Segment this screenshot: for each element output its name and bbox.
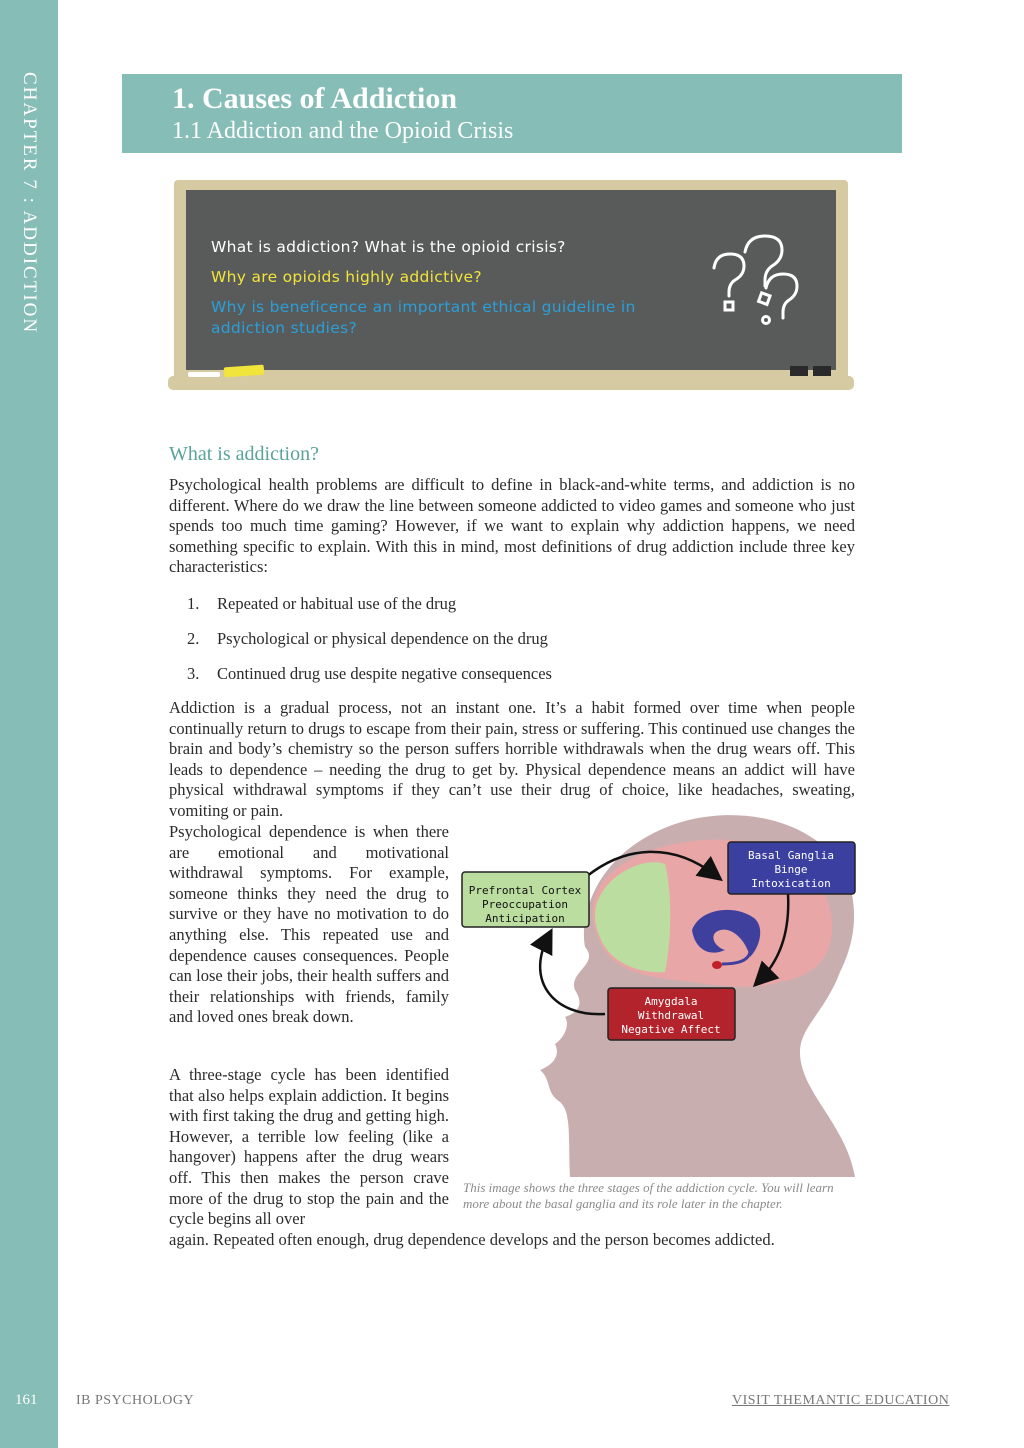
prefrontal-process: Anticipation	[485, 912, 565, 925]
paragraph-cycle-conclusion: again. Repeated often enough, drug dependence develops and the person becomes addicted.	[169, 1230, 775, 1249]
addiction-cycle-figure	[460, 812, 860, 1177]
page-title: 1. Causes of Addiction	[172, 82, 458, 115]
chalkboard-question-1: What is addiction? What is the opioid crisis?	[211, 238, 566, 256]
list-item	[187, 629, 548, 649]
chalkboard-illustration	[168, 180, 854, 392]
section-header	[122, 74, 902, 153]
paragraph-definition: Psychological health problems are difficult to define in black-and-white terms, and addiction is no different. Where do we draw the line between someone addicted to video games and someone who just spends too much time gaming? However, if we want to explain why addiction happens, we need something specific to explain. With this in mind, most definitions of drug addiction include three key characteristics:	[169, 475, 855, 577]
prefrontal-stage: Preoccupation	[481, 898, 569, 911]
white-chalk	[188, 372, 220, 377]
list-number: 2.	[187, 629, 200, 648]
chalk-ledge	[168, 376, 854, 390]
list-item	[187, 664, 552, 684]
list-number: 1.	[187, 594, 200, 613]
amygdala-region	[712, 961, 722, 969]
paragraph-gradual-process: Addiction is a gradual process, not an instant one. It’s a habit formed over time when people continually return to drugs to escape from their pain, stress or suffering. This continued use changes the brain and body’s chemistry so the person suffers horrible withdrawals when the drug wears off. This leads to dependence – needing the drug to get by. Physical dependence means an addict will have physical withdrawal symptoms if they can’t use their drug of choice, like headaches, sweating, vomiting or pain.	[169, 698, 855, 820]
list-text: Repeated or habitual use of the drug	[217, 594, 457, 613]
basal-ganglia-process: Intoxication	[751, 877, 831, 890]
section-heading: What is addiction?	[169, 443, 319, 465]
list-text: Psychological or physical dependence on the drug	[217, 629, 548, 648]
eraser-right	[813, 366, 831, 376]
page-number: 161	[15, 1392, 38, 1408]
figure-caption: This image shows the three stages of the addiction cycle. You will learn more about the basal ganglia and its role later in the chapter.	[463, 1180, 834, 1211]
list-number: 3.	[187, 664, 200, 683]
chapter-sidebar	[0, 0, 58, 1448]
list-item	[187, 594, 456, 614]
amygdala-label: Amygdala	[644, 995, 698, 1008]
basal-ganglia-stage: Binge	[774, 863, 808, 876]
footer-book-title: IB PSYCHOLOGY	[76, 1393, 195, 1408]
eraser-left	[790, 366, 808, 376]
chalkboard-question-2: Why are opioids highly addictive?	[211, 268, 482, 286]
paragraph-psychological-dependence: Psychological dependence is when there are emotional and motivational withdrawal symptoms. For example, someone thinks they need the drug to survive or they have no motivation to do anything else. This repeated use and dependence causes consequences. People can lose their jobs, their health suffers and their relationships with friends, family and loved ones break down.	[169, 822, 449, 1027]
list-text: Continued drug use despite negative consequences	[217, 664, 552, 683]
basal-ganglia-label: Basal Ganglia	[747, 849, 835, 862]
page-subtitle: 1.1 Addiction and the Opioid Crisis	[172, 118, 514, 144]
chalkboard-question-3: Why is beneficence an important ethical guideline in addiction studies?	[211, 298, 636, 337]
prefrontal-label: Prefrontal Cortex	[468, 884, 582, 897]
amygdala-process: Negative Affect	[621, 1023, 721, 1036]
chapter-label: CHAPTER 7 : ADDICTION	[19, 72, 40, 335]
footer-link[interactable]: VISIT THEMANTIC EDUCATION	[732, 1393, 950, 1408]
paragraph-three-stage-cycle: A three-stage cycle has been identified that also helps explain addiction. It begins with first taking the drug and getting high. However, a terrible low feeling (like a hangover) happens after the drug wears off. This then makes the person crave more of the drug to stop the pain and the cycle begins all over	[169, 1065, 449, 1229]
amygdala-stage: Withdrawal	[637, 1009, 705, 1022]
